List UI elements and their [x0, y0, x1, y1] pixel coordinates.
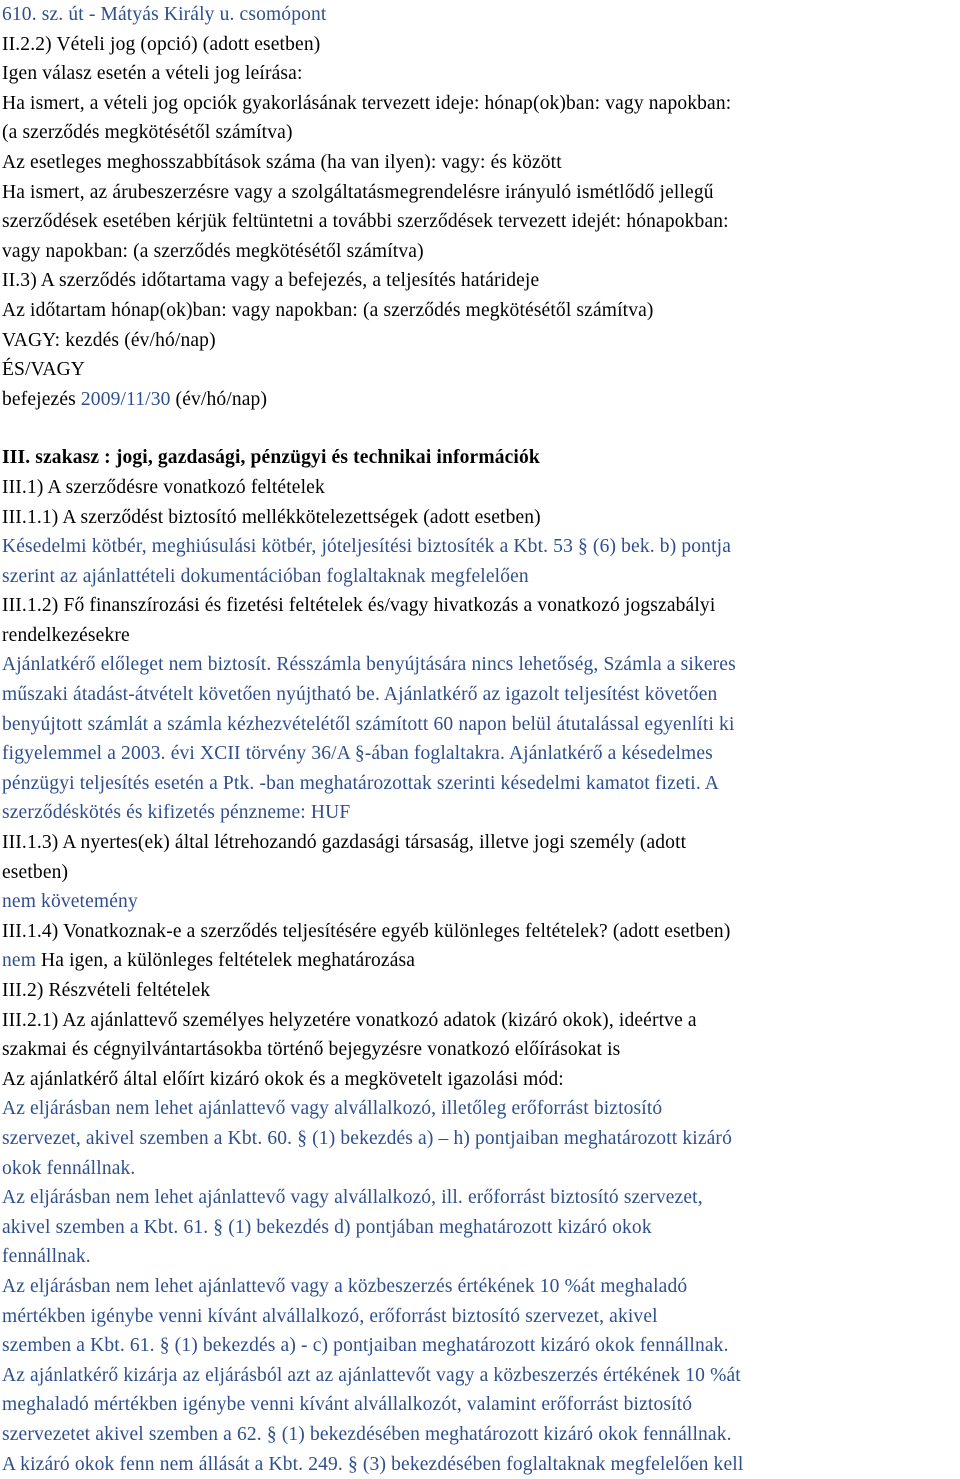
text-line	[2, 89, 960, 119]
text-line	[2, 650, 960, 680]
text-line	[2, 30, 960, 60]
response-text: Az ajánlatkérő kizárja az eljárásból azt az ajánlattevőt vagy a közbeszerzés értékének 10 %át	[2, 1365, 741, 1386]
text-line	[2, 1361, 960, 1391]
text-line	[2, 473, 960, 503]
text-line	[2, 326, 960, 356]
text-line	[2, 1450, 960, 1479]
form-text: II.3) A szerződés időtartama vagy a befejezés, a teljesítés határideje	[2, 270, 539, 291]
text-line	[2, 710, 960, 740]
text-line	[2, 503, 960, 533]
text-line	[2, 739, 960, 769]
form-text: III.1.1) A szerződést biztosító mellékkötelezettségek (adott esetben)	[2, 507, 541, 528]
response-text: okok fennállnak.	[2, 1158, 135, 1179]
response-text: nem	[2, 950, 36, 971]
text-line	[2, 1331, 960, 1361]
form-text: III.2) Részvételi feltételek	[2, 980, 210, 1001]
text-line	[2, 1035, 960, 1065]
form-text: III.1.4) Vonatkoznak-e a szerződés teljesítésére egyéb különleges feltételek? (adott esetben)	[2, 921, 730, 942]
text-line	[2, 562, 960, 592]
form-text: (év/hó/nap)	[171, 389, 268, 410]
response-text: műszaki átadást-átvételt követően nyújtható be. Ajánlatkérő az igazolt teljesítést követően	[2, 684, 717, 705]
response-text: szervezetet akivel szemben a 62. § (1) bekezdésében meghatározott kizáró okok fennállnak.	[2, 1424, 732, 1445]
form-text: vagy napokban: (a szerződés megkötésétől számítva)	[2, 241, 424, 262]
form-text: III.1.3) A nyertes(ek) által létrehozandó gazdasági társaság, illetve jogi személy (adott	[2, 832, 686, 853]
text-line	[2, 591, 960, 621]
text-line	[2, 178, 960, 208]
text-line	[2, 1272, 960, 1302]
response-text: szervezet, akivel szemben a Kbt. 60. § (1) bekezdés a) – h) pontjaiban meghatározott kizáró	[2, 1128, 732, 1149]
text-line	[2, 237, 960, 267]
response-text: Késedelmi kötbér, meghiúsulási kötbér, jóteljesítési biztosíték a Kbt. 53 § (6) bek. b) pontja	[2, 536, 731, 557]
response-text: akivel szemben a Kbt. 61. § (1) bekezdés d) pontjában meghatározott kizáró okok	[2, 1217, 652, 1238]
form-text: Ha ismert, a vételi jog opciók gyakorlásának tervezett ideje: hónap(ok)ban: vagy napokban:	[2, 93, 731, 114]
section-heading: III. szakasz : jogi, gazdasági, pénzügyi és technikai információk	[2, 447, 540, 468]
response-text: 610. sz. út - Mátyás Király u. csomópont	[2, 4, 326, 25]
text-line	[2, 1242, 960, 1272]
text-line	[2, 1065, 960, 1095]
text-line	[2, 532, 960, 562]
form-text: III.1) A szerződésre vonatkozó feltételek	[2, 477, 325, 498]
text-line	[2, 858, 960, 888]
form-text: (a szerződés megkötésétől számítva)	[2, 122, 293, 143]
response-text: 2009/11/30	[81, 389, 171, 410]
form-text: Az ajánlatkérő által előírt kizáró okok és a megkövetelt igazolási mód:	[2, 1069, 564, 1090]
response-text: szerint az ajánlattételi dokumentációban foglaltaknak megfelelően	[2, 566, 529, 587]
form-text: Az esetleges meghosszabbítások száma (ha van ilyen): vagy: és között	[2, 152, 562, 173]
text-line	[2, 207, 960, 237]
form-text: Ha igen, a különleges feltételek meghatározása	[36, 950, 415, 971]
response-text: szemben a Kbt. 61. § (1) bekezdés a) - c) pontjaiban meghatározott kizáró okok fennállnak.	[2, 1335, 729, 1356]
text-line	[2, 59, 960, 89]
response-text: mértékben igénybe venni kívánt alvállalkozó, erőforrást biztosító szervezet, akivel	[2, 1306, 658, 1327]
form-text: befejezés	[2, 389, 81, 410]
form-text: III.2.1) Az ajánlattevő személyes helyzetére vonatkozó adatok (kizáró okok), ideértve a	[2, 1010, 697, 1031]
text-line	[2, 118, 960, 148]
text-line	[2, 1213, 960, 1243]
text-line	[2, 1302, 960, 1332]
text-line	[2, 798, 960, 828]
form-text: III.1.2) Fő finanszírozási és fizetési feltételek és/vagy hivatkozás a vonatkozó jogszabályi	[2, 595, 715, 616]
text-line	[2, 296, 960, 326]
text-line	[2, 385, 960, 415]
response-text: benyújtott számlát a számla kézhezvételétől számított 60 napon belül átutalással egyenlíti ki	[2, 714, 735, 735]
form-text: Ha ismert, az árubeszerzésre vagy a szolgáltatásmegrendelésre irányuló ismétlődő jellegű	[2, 182, 714, 203]
text-line	[2, 769, 960, 799]
text-line	[2, 1420, 960, 1450]
text-line	[2, 976, 960, 1006]
response-text: meghaladó mértékben igénybe venni kívánt alvállalkozót, valamint erőforrást biztosító	[2, 1394, 692, 1415]
text-line	[2, 1390, 960, 1420]
text-line	[2, 887, 960, 917]
form-text: VAGY: kezdés (év/hó/nap)	[2, 330, 216, 351]
response-text: szerződéskötés és kifizetés pénzneme: HUF	[2, 802, 350, 823]
text-line	[2, 621, 960, 651]
response-text: nem követemény	[2, 891, 138, 912]
blank-line	[2, 414, 960, 443]
response-text: Az eljárásban nem lehet ajánlattevő vagy alvállalkozó, ill. erőforrást biztosító szervezet,	[2, 1187, 703, 1208]
text-line	[2, 1154, 960, 1184]
response-text: figyelemmel a 2003. évi XCII törvény 36/A §-ában foglaltakra. Ajánlatkérő a késedelmes	[2, 743, 713, 764]
text-line	[2, 680, 960, 710]
text-line	[2, 148, 960, 178]
text-line	[2, 1124, 960, 1154]
form-text: esetben)	[2, 862, 68, 883]
form-text: szakmai és cégnyilvántartásokba történő bejegyzésre vonatkozó előírásokat is	[2, 1039, 620, 1060]
text-line	[2, 355, 960, 385]
text-line	[2, 828, 960, 858]
text-line	[2, 917, 960, 947]
form-text: II.2.2) Vételi jog (opció) (adott esetben)	[2, 34, 320, 55]
text-line	[2, 443, 960, 473]
response-text: fennállnak.	[2, 1246, 91, 1267]
form-text: ÉS/VAGY	[2, 359, 85, 380]
response-text: Az eljárásban nem lehet ajánlattevő vagy alvállalkozó, illetőleg erőforrást biztosító	[2, 1098, 662, 1119]
form-text: Igen válasz esetén a vételi jog leírása:	[2, 63, 303, 84]
response-text: Ajánlatkérő előleget nem biztosít. Résszámla benyújtására nincs lehetőség, Számla a sikeres	[2, 654, 736, 675]
text-line	[2, 946, 960, 976]
form-text: szerződések esetében kérjük feltüntetni a további szerződések tervezett idejét: hónapokban:	[2, 211, 729, 232]
response-text: Az eljárásban nem lehet ajánlattevő vagy a közbeszerzés értékének 10 %át meghaladó	[2, 1276, 687, 1297]
text-line	[2, 1183, 960, 1213]
text-line	[2, 266, 960, 296]
text-line	[2, 1094, 960, 1124]
text-line	[2, 1006, 960, 1036]
text-line	[2, 0, 960, 30]
response-text: A kizáró okok fenn nem állását a Kbt. 249. § (3) bekezdésében foglaltaknak megfelelően kell	[2, 1454, 743, 1475]
form-text: Az időtartam hónap(ok)ban: vagy napokban: (a szerződés megkötésétől számítva)	[2, 300, 654, 321]
response-text: pénzügyi teljesítés esetén a Ptk. -ban meghatározottak szerinti késedelmi kamatot fizeti. A	[2, 773, 719, 794]
form-text: rendelkezésekre	[2, 625, 130, 646]
